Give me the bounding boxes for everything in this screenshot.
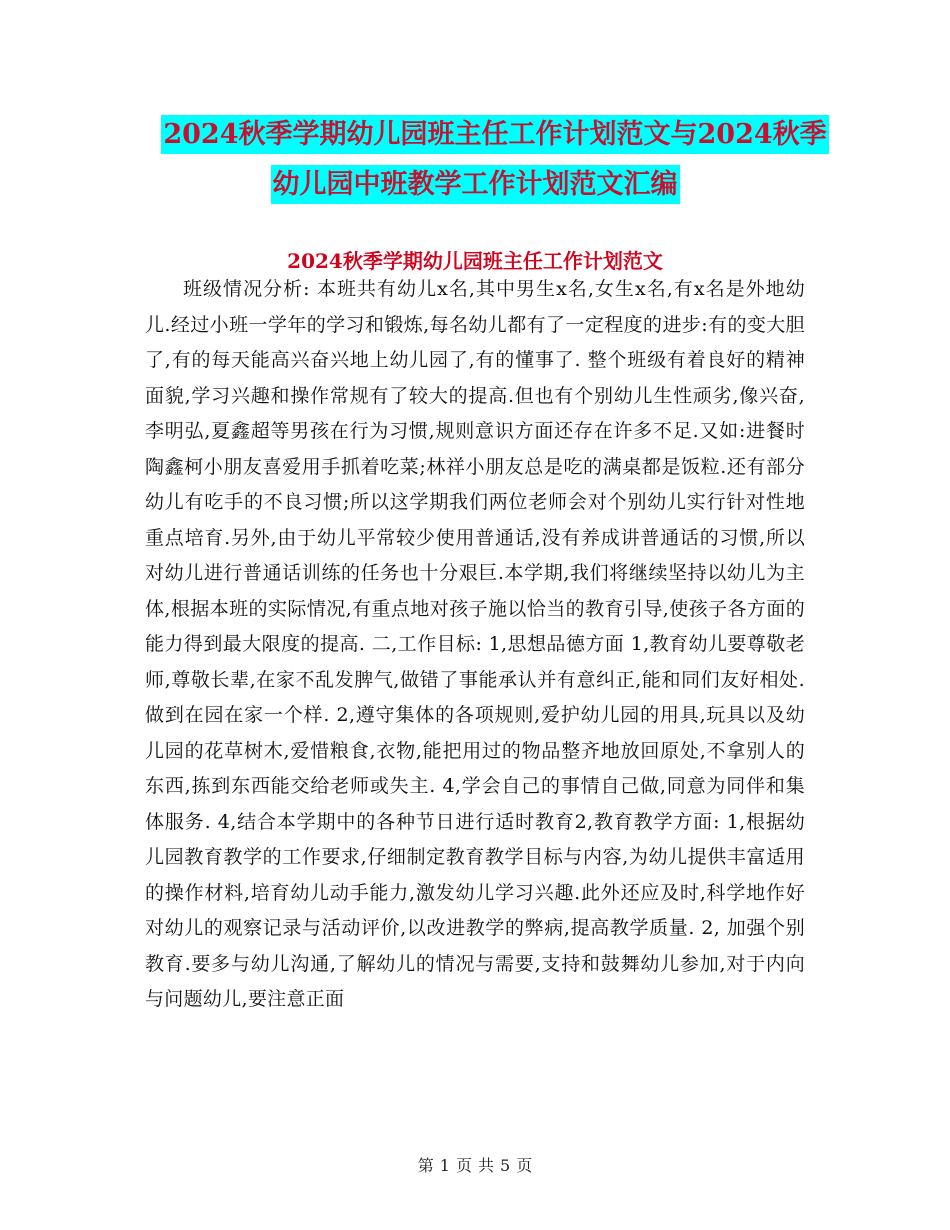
title-line-2: [0, 160, 950, 210]
footer-total-prefix: 共: [478, 1156, 495, 1175]
title-highlight-2: 幼儿园中班教学工作计划范文汇编: [271, 165, 680, 204]
footer-page-number: 1: [439, 1156, 450, 1175]
section-title: 2024秋季学期幼儿园班主任工作计划范文: [287, 249, 663, 273]
title-line-1: [0, 110, 950, 160]
footer-total-pages: 5: [500, 1156, 511, 1175]
footer-page-unit: 页: [455, 1156, 472, 1175]
page-footer: [0, 1153, 950, 1176]
footer-prefix: 第: [417, 1156, 434, 1175]
title-highlight-1: 2024秋季学期幼儿园班主任工作计划范文与2024秋季: [161, 115, 828, 154]
body-paragraph: 班级情况分析: 本班共有幼儿x名,其中男生x名,女生x名,有x名是外地幼儿.经过小班一学年的学习和锻炼,每名幼儿都有了一定程度的进步:有的变大胆了,有的每天能高兴奋兴地上幼儿园了,有的懂事了. 整个班级有着良好的精神面貌,学习兴趣和操作常规有了较大的提高.但也有个别幼儿生性顽劣,像兴奋,李明弘,夏鑫超等男孩在行为习惯,规则意识方面还存在许多不足.又如:进餐时陶鑫柯小朋友喜爱用手抓着吃菜;林祥小朋友总是吃的满桌都是饭粒.还有部分幼儿有吃手的不良习惯;所以这学期我们两位老师会对个别幼儿实行针对性地重点培育.另外,由于幼儿平常较少使用普通话,没有养成讲普通话的习惯,所以对幼儿进行普通话训练的任务也十分艰巨.本学期,我们将继续坚持以幼儿为主体,根据本班的实际情况,有重点地对孩子施以恰当的教育引导,使孩子各方面的能力得到最大限度的提高. 二,工作目标: 1,思想品德方面 1,教育幼儿要尊敬老师,尊敬长辈,在家不乱发脾气,做错了事能承认并有意纠正,能和同们友好相处.做到在园在家一个样. 2,遵守集体的各项规则,爱护幼儿园的用具,玩具以及幼儿园的花草树木,爱惜粮食,衣物,能把用过的物品整齐地放回原处,不拿别人的东西,拣到东西能交给老师或失主. 4,学会自己的事情自己做,同意为同伴和集体服务. 4,结合本学期中的各种节日进行适时教育2,教育教学方面: 1,根据幼儿园教育教学的工作要求,仔细制定教育教学目标与内容,为幼儿提供丰富适用的操作材料,培育幼儿动手能力,激发幼儿学习兴趣.此外还应及时,科学地作好对幼儿的观察记录与活动评价,以改进教学的弊病,提高教学质量. 2, 加强个别教育.要多与幼儿沟通,了解幼儿的情况与需要,支持和鼓舞幼儿参加,对于内向与问题幼儿,要注意正面: [145, 278, 805, 1010]
footer-total-unit: 页: [516, 1156, 533, 1175]
document-title: [0, 110, 950, 210]
